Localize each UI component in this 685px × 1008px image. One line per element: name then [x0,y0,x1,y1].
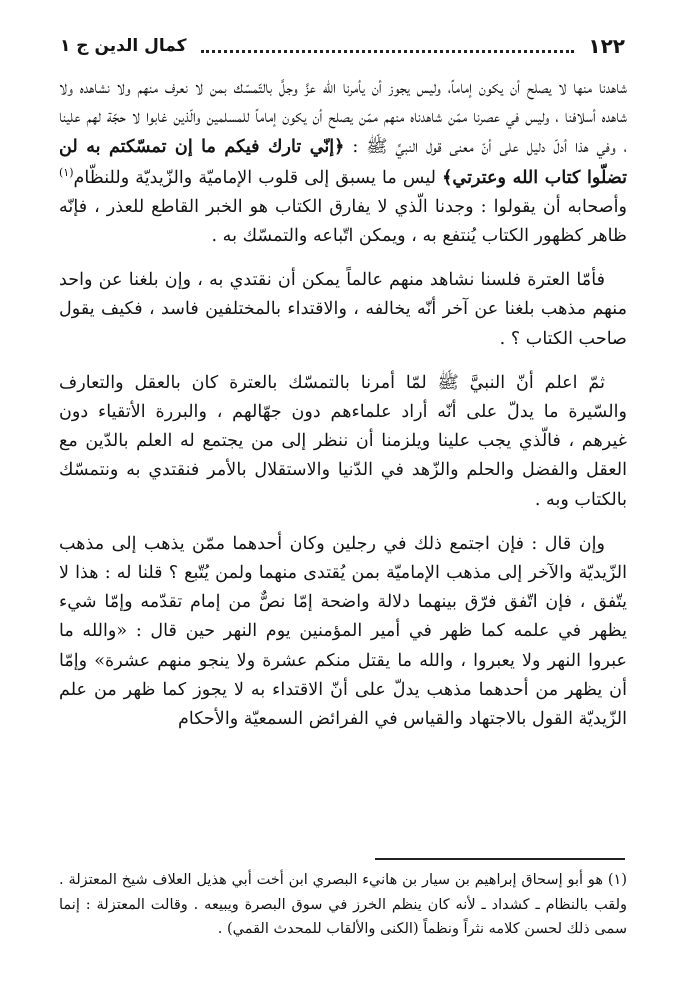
footnotes [59,868,627,942]
header-dot-leader [201,40,575,53]
footnote-separator [375,858,625,860]
text-run: وإن قال : فإن اجتمع ذلك في رجلين وكان أحدهما ممّن يذهب إلى مذهب الزّيديّة والآخر إلى مذهب الإماميّة بمن يُقتدى منهما ولمن يُتّبع ؟ قلنا له : هذا لا يتّفق ، فإن اتّفق فرّق بينهما دلالة واضحة إمّا نصٌّ من إمام تقدّمه وإمّا شيء يظهر في علمه كما ظهر في أمير المؤمنين يوم النهر حين قال : «والله ما عبروا النهر ولا يعبروا ، والله ما يقتل منكم عشرة ولا ينجو منهم عشرة» وإمّا أن يظهر من أحدهما مذهب يدلّ على أنّ الاقتداء به لا يجوز كما ظهر من علم الزّيديّة القول بالاجتهاد والقياس في الفرائض السمعيّة والأحكام [59,533,627,730]
text-run: ثمّ اعلم أنّ النبيَّ ﷺ لمّا أمرنا بالتمسّك بالعترة كان بالعقل والتعارف والسّيرة ما يدلّ على أنّه أراد علماءهم دون جهّالهم ، والبررة الأتقياء دون غيرهم ، فالّذي يجب علينا ويلزمنا أن ننظر إلى من يجتمع له العلم بالدّين مع العقل والفضل والحلم والزّهد في الدّنيا والاستقلال بالأمر فنقتدي به ونتمسّك بالكتاب وبه . [59,372,627,510]
paragraph [59,369,627,515]
book-title: كمال الدين ج ١ [60,36,187,56]
paragraph [59,530,627,734]
paragraph [59,266,627,354]
text-run: شاهدنا منها لا يصلح أن يكون إماماً، وليس يجوز أن يأمرنا الله عزَّ وجلَّ بالتّمسّك بمن لا نعرف منهم ولا نشاهده ولا شاهده أسلافنا ، وليس في عصرنا ممّن شاهدناه منهم ممّن يصلح أن يكون إماماً للمسلمين والّذين غابوا لا حجّة لهم علينا ، وفي هذا أدلّ دليل على أنّ معنى قول النبيِّ ﷺ : [59,78,627,158]
footnote-marker: (١) [59,165,74,179]
text-run: وأصحابه أن يقولوا : وجدنا الّذي لا يفارق الكتاب هو الخبر القاطع للعذر ، فإنّه ظاهر كظهور الكتاب يُنتفع به ، ويمكن اتّباعه والتمسّك به . [59,196,627,247]
paragraph [59,74,627,251]
page-number: ١٢٢ [588,34,625,58]
footnote: (١) هو أبو إسحاق إبراهيم بن سيار بن هانيء البصري ابن أخت أبي هذيل العلاف شيخ المعتزلة . ولقب بالنظام ـ كشداد ـ لأنه كان ينظم الخرز في سوق البصرة ويبيعه . وقالت المعتزلة : إنما سمى ذلك لحسن كلامه نثراً ونظماً (الكنى والألقاب للمحدث القمي) . [59,872,627,937]
page-header [60,30,625,62]
hadith-quote: ﴿إنّي تارك فيكم ما إن تمسّكتم به لن تضلّوا كتاب الله وعترتي﴾ [59,136,628,188]
main-text [59,74,627,734]
text-run: فأمّا العترة فلسنا نشاهد منهم عالماً يمكن أن نقتدي به ، وإن بلغنا عن واحد منهم مذهب بلغنا عن آخر أنّه يخالفه ، والاقتداء بالمختلفين فاسد ، فكيف يقول صاحب الكتاب ؟ . [59,270,627,349]
text-run: ليس ما يسبق إلى قلوب الإماميّة والزّيديّة وللنظّام [73,167,443,188]
